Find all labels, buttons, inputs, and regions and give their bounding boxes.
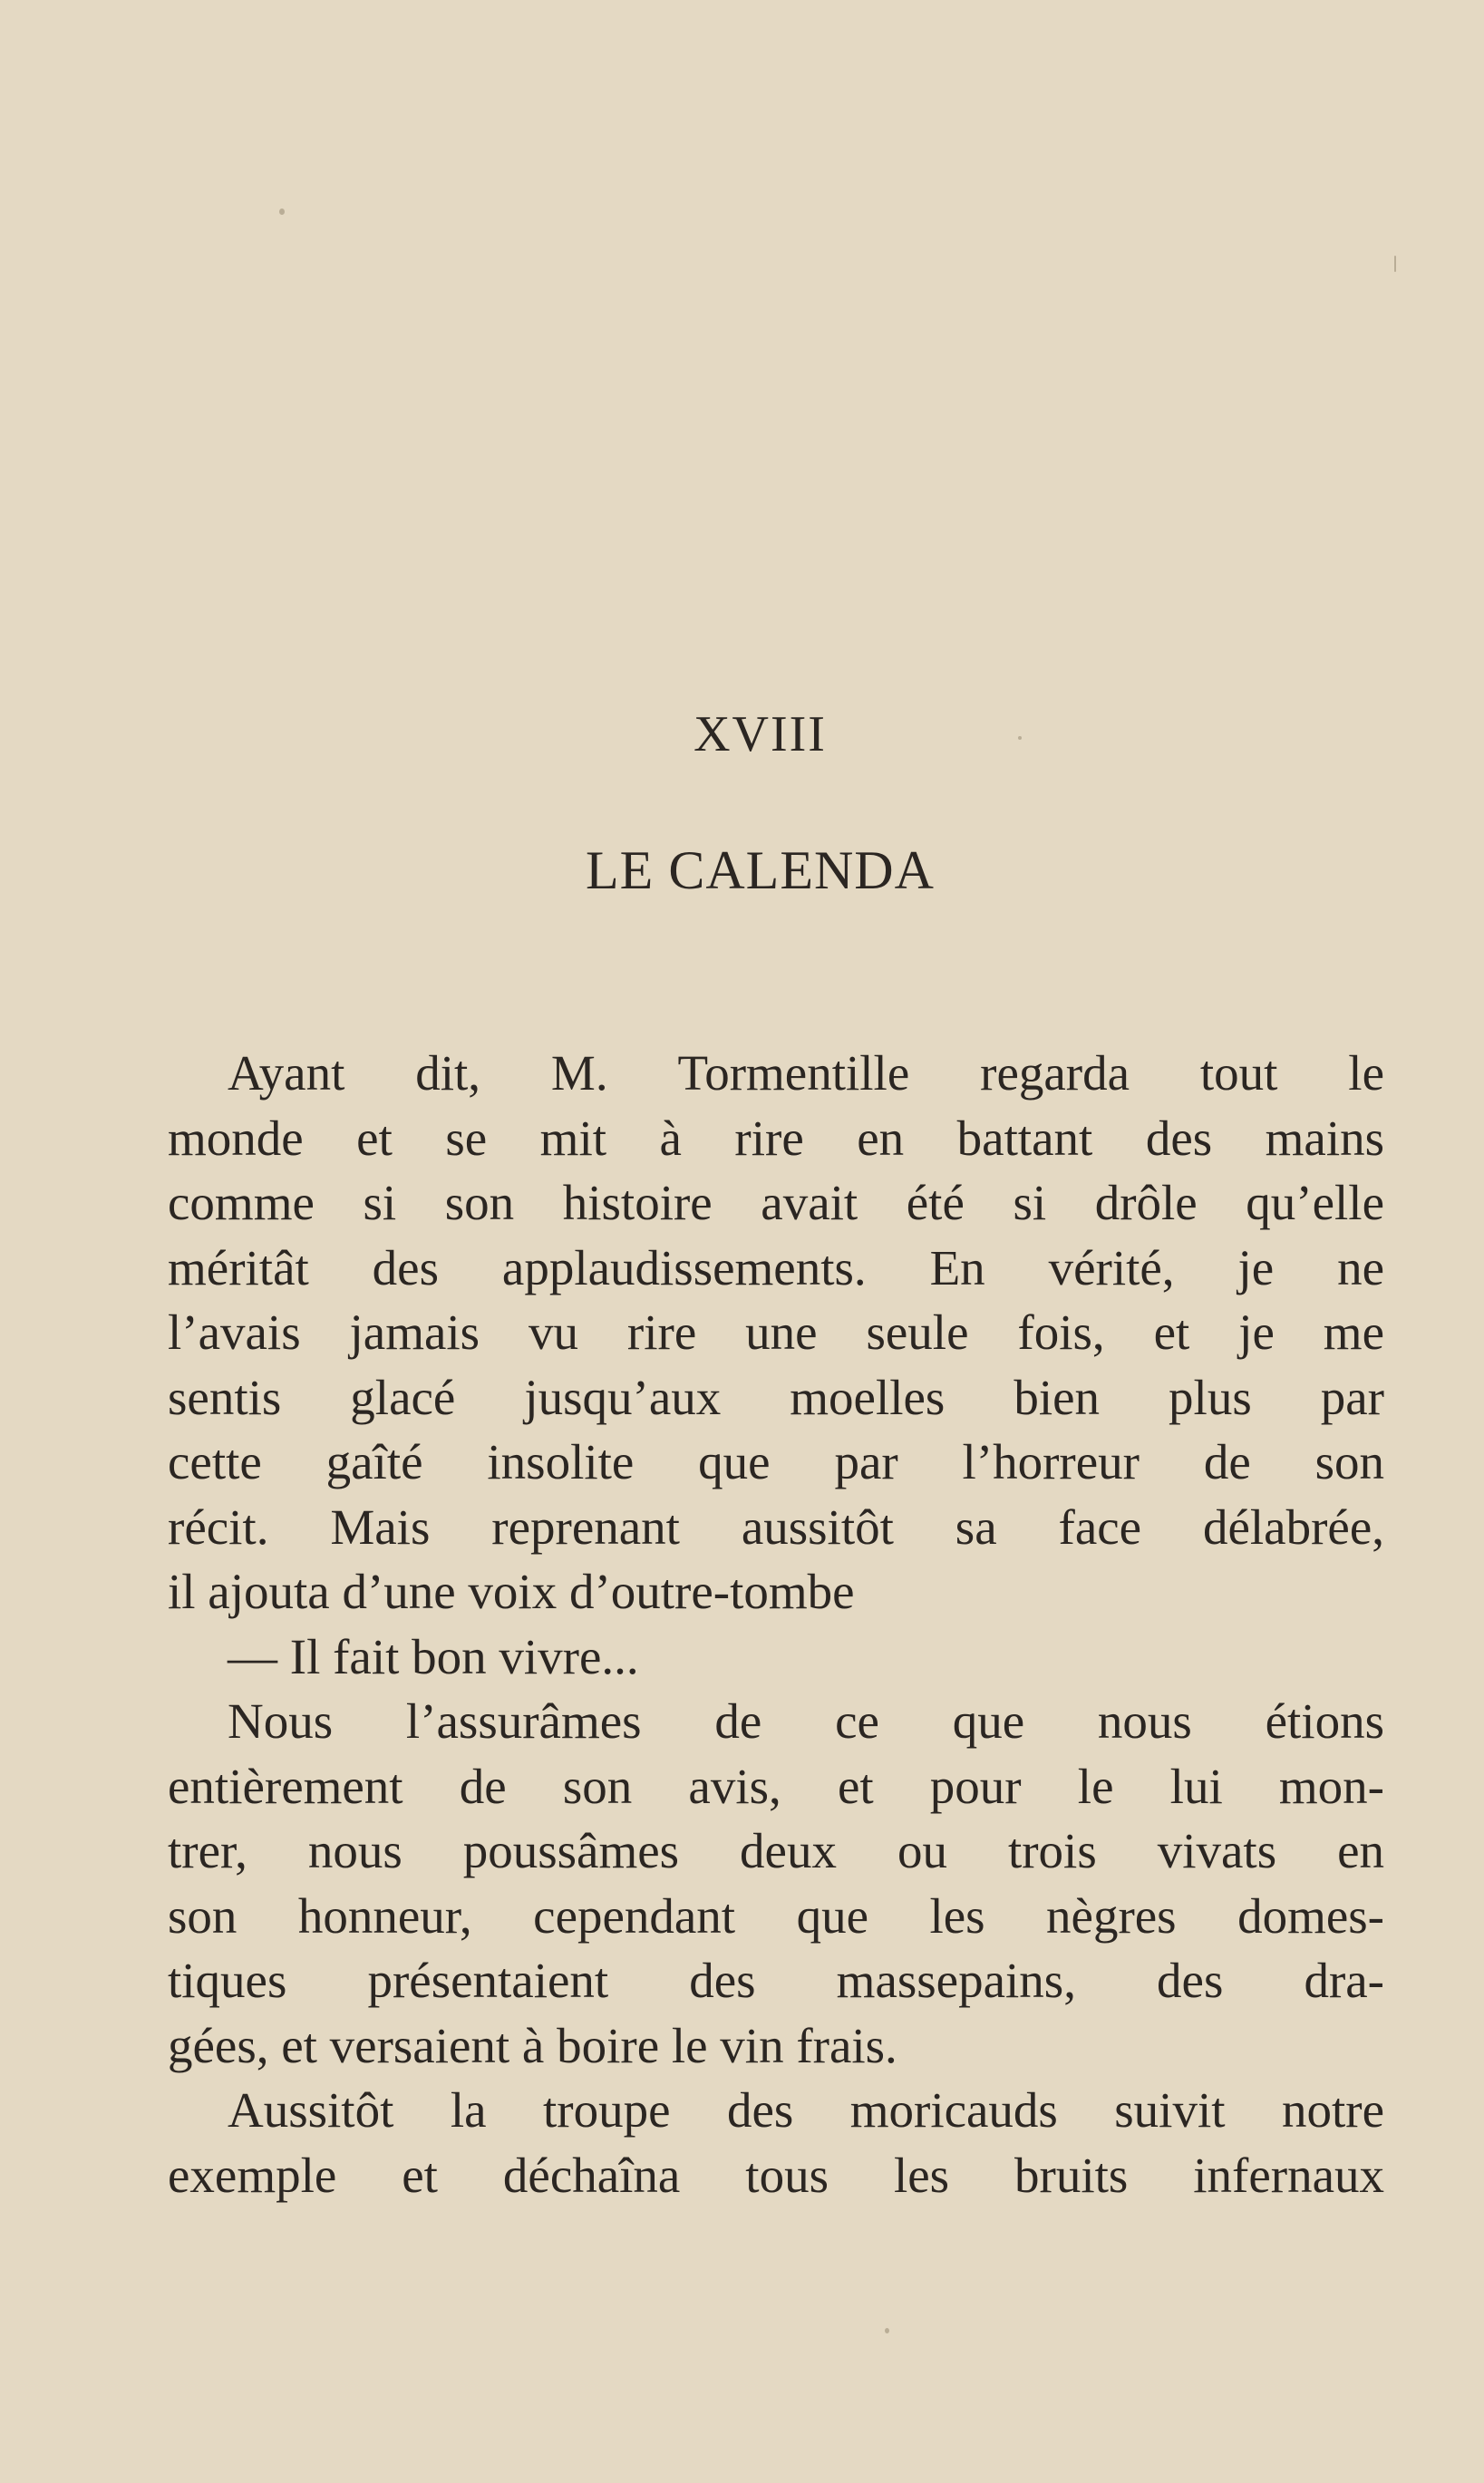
chapter-body: [168, 1041, 1384, 2207]
paper-speck: [885, 2328, 889, 2333]
text-line: trer, nous poussâmes deux ou trois vivats en: [168, 1823, 1384, 1878]
text-line: l’avais jamais vu rire une seule fois, et je me: [168, 1305, 1384, 1360]
text-line: Ayant dit, M. Tormentille regarda tout le: [228, 1045, 1384, 1101]
paper-speck: [279, 209, 285, 215]
text-line: sentis glacé jusqu’aux moelles bien plus par: [168, 1369, 1384, 1425]
text-line: son honneur, cependant que les nègres domes-: [168, 1887, 1384, 1944]
text-line: monde et se mit à rire en battant des mains: [168, 1110, 1384, 1166]
text-line: entièrement de son avis, et pour le lui mon-: [168, 1758, 1384, 1814]
text-line: Aussitôt la troupe des moricauds suivit notre: [228, 2082, 1384, 2138]
chapter-number: XVIII: [694, 706, 827, 762]
text-line: gées, et versaient à boire le vin frais.: [168, 2017, 897, 2073]
text-line: récit. Mais reprenant aussitôt sa face délabrée,: [168, 1499, 1384, 1555]
text-line: il ajouta d’une voix d’outre-tombe: [168, 1564, 855, 1619]
text-line: cette gaîté insolite que par l’horreur de son: [168, 1434, 1384, 1489]
text-line: tiques présentaient des massepains, des dra-: [168, 1953, 1384, 2008]
text-line: comme si son histoire avait été si drôle qu’elle: [168, 1175, 1384, 1230]
chapter-title: LE CALENDA: [586, 840, 935, 900]
paper-speck: [1394, 256, 1396, 272]
text-line: méritât des applaudissements. En vérité, je ne: [168, 1239, 1384, 1295]
dialogue-line: — Il fait bon vivre...: [228, 1628, 639, 1684]
text-line: exemple et déchaîna tous les bruits infernaux: [168, 2147, 1384, 2203]
text-line: Nous l’assurâmes de ce que nous étions: [228, 1693, 1384, 1749]
